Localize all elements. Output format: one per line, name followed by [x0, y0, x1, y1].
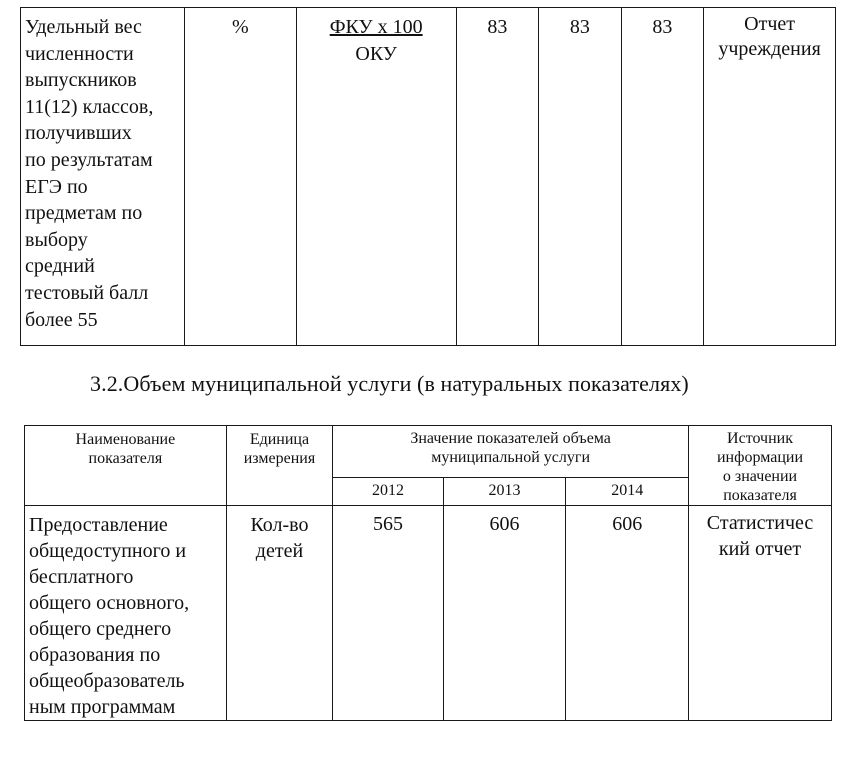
header-name: Наименование показателя — [25, 426, 227, 506]
header-year-2012: 2012 — [333, 477, 444, 505]
formula-cell — [296, 8, 456, 346]
value-cell-1: 83 — [456, 8, 539, 346]
quality-indicators-table — [20, 7, 836, 346]
volume-indicators-table — [24, 425, 832, 721]
row-name-cell: Предоставление общедоступного и бесплатного общего основного, общего среднего образования по общеобразователь ным программам — [25, 506, 227, 721]
header-unit: Единица измерения — [226, 426, 332, 506]
row-value-2014: 606 — [566, 506, 689, 721]
header-year-2013: 2013 — [443, 477, 566, 505]
formula-denominator: ОКУ — [355, 42, 397, 65]
header-row — [25, 426, 832, 478]
table-row — [25, 506, 832, 721]
row-value-2012: 565 — [333, 506, 444, 721]
indicator-name-cell: Удельный вес численности выпускников 11(12) классов, получивших по результатам ЕГЭ по предметам по выбору средний тестовый балл более 55 — [21, 8, 185, 346]
value-cell-2: 83 — [539, 8, 622, 346]
row-source-cell: Статистичес кий отчет — [689, 506, 832, 721]
row-unit-cell: Кол-во детей — [226, 506, 332, 721]
row-value-2013: 606 — [443, 506, 566, 721]
section-heading: 3.2.Объем муниципальной услуги (в натуральных показателях) — [90, 371, 689, 396]
source-cell: Отчет учреждения — [704, 8, 836, 346]
value-cell-3: 83 — [621, 8, 704, 346]
header-values-group: Значение показателей объема муниципальной услуги — [333, 426, 689, 478]
formula-numerator: ФКУ х 100 — [329, 16, 423, 38]
table-row — [21, 8, 836, 346]
unit-cell: % — [185, 8, 297, 346]
header-year-2014: 2014 — [566, 477, 689, 505]
header-source: Источник информации о значении показателя — [689, 426, 832, 506]
